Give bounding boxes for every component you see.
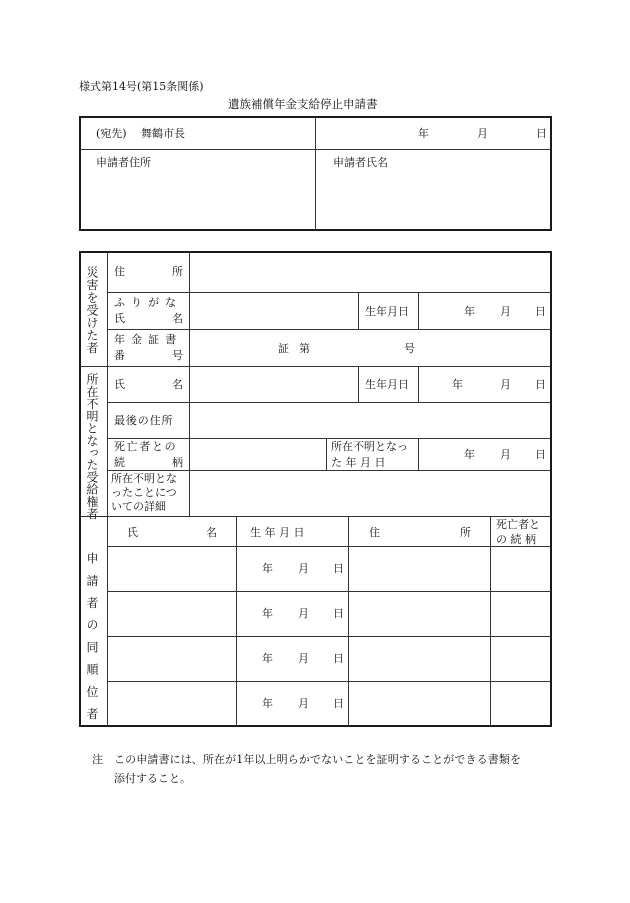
divider [418, 438, 419, 470]
note-line: 添付すること。 [114, 772, 191, 785]
divider [107, 546, 551, 547]
missing-date-label: た 年 月 日 [331, 456, 386, 469]
victim-pension-label: 号 [172, 349, 183, 362]
divider [107, 470, 551, 471]
missing-section-label: 所在不明となった受給権者 [85, 373, 99, 520]
same-order-section-label: 申請者の同順位者 [85, 552, 99, 730]
divider [107, 329, 551, 330]
applicant-address-label: 申請者住所 [96, 156, 151, 169]
victim-name-label: 氏 [114, 312, 125, 325]
victim-address-label: 住 [114, 265, 125, 278]
details-label: 所在不明とな [111, 472, 177, 485]
row-year: 年 [262, 562, 273, 575]
divider [107, 636, 551, 637]
missing-name-label: 氏 [114, 378, 125, 391]
victim-pension-label: 番 [114, 349, 125, 362]
relation-label: 柄 [172, 456, 183, 469]
divider [236, 516, 237, 726]
note-line: この申請書には、所在が1年以上明らかでないことを証明することができる書類を [114, 753, 522, 766]
missing-date-label: 所在不明となっ [331, 440, 408, 453]
divider [107, 681, 551, 682]
missing-birth-month: 月 [500, 378, 511, 391]
certificate-text: 証 [278, 342, 289, 355]
divider [315, 117, 316, 230]
relation-label: 続 [114, 456, 125, 469]
divider [358, 366, 359, 402]
divider [107, 252, 108, 726]
divider [418, 292, 419, 329]
row-year: 年 [262, 697, 273, 710]
missing-birth-day: 日 [535, 378, 546, 391]
details-label: いての詳細 [111, 500, 166, 513]
divider [348, 516, 349, 726]
certificate-text: 号 [404, 342, 415, 355]
row-day: 日 [333, 652, 344, 665]
col-address: 所 [460, 526, 471, 539]
victim-birth-month: 月 [500, 305, 511, 318]
row-month: 月 [298, 607, 309, 620]
row-day: 日 [333, 562, 344, 575]
col-name: 名 [206, 526, 217, 539]
divider [107, 591, 551, 592]
col-name: 氏 [127, 526, 138, 539]
divider [418, 366, 419, 402]
victim-birth-label: 生年月日 [365, 305, 409, 318]
divider [107, 292, 551, 293]
form-number: 様式第14号(第15条関係) [79, 80, 204, 93]
victim-birth-year: 年 [464, 305, 475, 318]
divider [326, 438, 327, 470]
note-label: 注 [92, 753, 103, 766]
victim-pension-label: 年金証書 [114, 333, 183, 346]
victim-furigana-label: ふりがな [114, 296, 183, 309]
victim-birth-day: 日 [535, 305, 546, 318]
missing-name-label: 名 [172, 378, 183, 391]
row-month: 月 [298, 562, 309, 575]
row-year: 年 [262, 652, 273, 665]
missing-birth-year: 年 [452, 378, 463, 391]
missing-date-month: 月 [500, 448, 511, 461]
divider [80, 516, 551, 517]
col-address: 住 [369, 526, 380, 539]
row-month: 月 [298, 697, 309, 710]
applicant-name-label: 申請者氏名 [333, 156, 388, 169]
missing-date-year: 年 [464, 448, 475, 461]
details-label: ったことにつ [111, 486, 177, 499]
row-month: 月 [298, 652, 309, 665]
col-relation: の 続 柄 [496, 533, 536, 546]
missing-birth-label: 生年月日 [365, 378, 409, 391]
col-birth: 生 年 月 日 [250, 526, 305, 539]
victim-section-label: 災害を受けた者 [85, 266, 99, 355]
date-year: 年 [418, 127, 429, 140]
divider [107, 438, 551, 439]
col-relation: 死亡者と [496, 518, 540, 531]
divider [107, 402, 551, 403]
missing-date-day: 日 [535, 448, 546, 461]
addressee-label: (宛先) [96, 127, 127, 140]
certificate-text: 第 [299, 342, 310, 355]
relation-label: 死亡者との [114, 440, 178, 453]
row-day: 日 [333, 697, 344, 710]
victim-address-label: 所 [172, 265, 183, 278]
divider [358, 292, 359, 329]
row-year: 年 [262, 607, 273, 620]
divider [80, 366, 551, 367]
form-title: 遺族補償年金支給停止申請書 [228, 97, 378, 111]
divider [490, 516, 491, 726]
addressee: 舞鶴市長 [141, 127, 185, 140]
victim-name-label: 名 [172, 312, 183, 325]
row-day: 日 [333, 607, 344, 620]
last-address-label: 最後の住所 [114, 414, 174, 427]
date-day: 日 [536, 127, 547, 140]
date-month: 月 [477, 127, 488, 140]
divider [189, 252, 190, 516]
